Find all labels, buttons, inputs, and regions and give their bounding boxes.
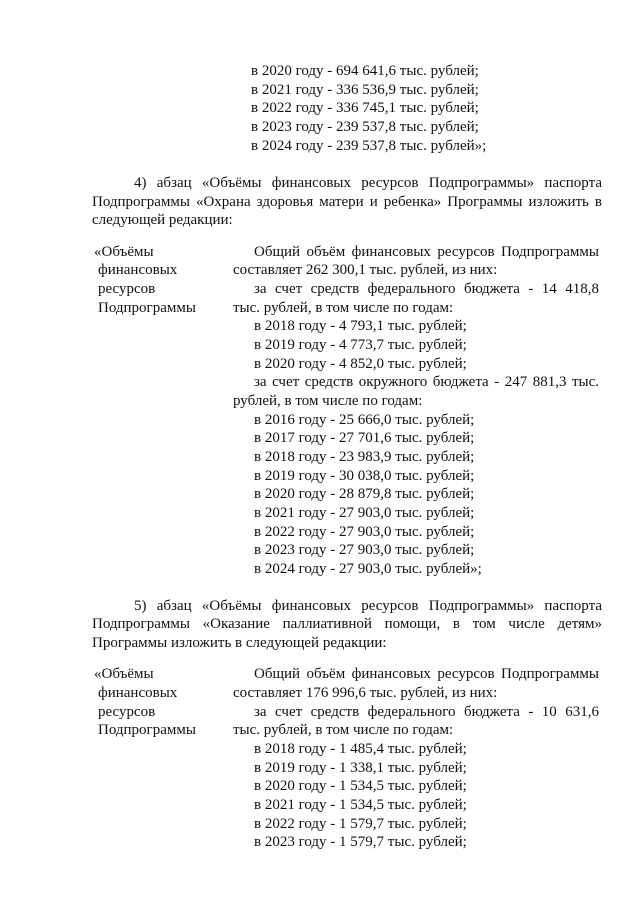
- list-item: в 2022 году - 1 579,7 тыс. рублей;: [254, 816, 467, 832]
- total-line: Общий объём финансовых ресурсов Подпрограммы: [254, 244, 599, 260]
- district-line: рублей, в том числе по годам:: [233, 393, 423, 409]
- list-item: в 2020 году - 1 534,5 тыс. рублей;: [254, 778, 467, 794]
- label-line: ресурсов: [98, 704, 156, 720]
- federal-line: за счет средств федерального бюджета - 10 631,6: [254, 704, 599, 720]
- federal-line: тыс. рублей, в том числе по годам:: [233, 300, 454, 316]
- total-line: Общий объём финансовых ресурсов Подпрограммы: [254, 666, 599, 682]
- total-line: составляет 176 996,6 тыс. рублей, из них:: [233, 685, 498, 701]
- list-item: в 2024 году - 27 903,0 тыс. рублей»;: [254, 561, 482, 577]
- district-line: за счет средств окружного бюджета - 247 881,3 тыс.: [254, 374, 599, 390]
- label-line: ресурсов: [98, 281, 156, 297]
- label-line: финансовых: [98, 685, 178, 701]
- federal-line: за счет средств федерального бюджета - 14 418,8: [254, 281, 599, 297]
- paragraph-line: Подпрограммы «Оказание паллиативной помощи, в том числе детям»: [92, 616, 602, 632]
- list-item: в 2023 году - 1 579,7 тыс. рублей;: [254, 834, 467, 850]
- paragraph-line: Программы изложить в следующей редакции:: [92, 635, 387, 651]
- list-item: в 2021 году - 336 536,9 тыс. рублей;: [251, 82, 479, 98]
- list-item: в 2020 году - 694 641,6 тыс. рублей;: [251, 63, 479, 79]
- list-item: в 2020 году - 4 852,0 тыс. рублей;: [254, 356, 467, 372]
- list-item: в 2023 году - 27 903,0 тыс. рублей;: [254, 542, 475, 558]
- list-item: в 2016 году - 25 666,0 тыс. рублей;: [254, 412, 475, 428]
- list-item: в 2022 году - 336 745,1 тыс. рублей;: [251, 100, 479, 116]
- list-item: в 2018 году - 23 983,9 тыс. рублей;: [254, 449, 475, 465]
- list-item: в 2024 году - 239 537,8 тыс. рублей»;: [251, 138, 487, 154]
- paragraph-line: 4) абзац «Объёмы финансовых ресурсов Подпрограммы» паспорта: [134, 175, 602, 191]
- label-line: «Объёмы: [94, 244, 154, 260]
- label-line: «Объёмы: [94, 666, 154, 682]
- label-line: финансовых: [98, 262, 178, 278]
- list-item: в 2022 году - 27 903,0 тыс. рублей;: [254, 524, 475, 540]
- list-item: в 2017 году - 27 701,6 тыс. рублей;: [254, 430, 475, 446]
- list-item: в 2019 году - 4 773,7 тыс. рублей;: [254, 337, 467, 353]
- list-item: в 2019 году - 1 338,1 тыс. рублей;: [254, 760, 467, 776]
- list-item: в 2021 году - 27 903,0 тыс. рублей;: [254, 505, 475, 521]
- paragraph-line: 5) абзац «Объёмы финансовых ресурсов Подпрограммы» паспорта: [134, 598, 602, 614]
- label-line: Подпрограммы: [98, 300, 196, 316]
- paragraph-line: Подпрограммы «Охрана здоровья матери и ребенка» Программы изложить в: [92, 194, 602, 210]
- list-item: в 2019 году - 30 038,0 тыс. рублей;: [254, 468, 475, 484]
- list-item: в 2021 году - 1 534,5 тыс. рублей;: [254, 797, 467, 813]
- list-item: в 2018 году - 1 485,4 тыс. рублей;: [254, 741, 467, 757]
- federal-line: тыс. рублей, в том числе по годам:: [233, 722, 454, 738]
- label-line: Подпрограммы: [98, 722, 196, 738]
- total-line: составляет 262 300,1 тыс. рублей, из них:: [233, 262, 498, 278]
- list-item: в 2023 году - 239 537,8 тыс. рублей;: [251, 119, 479, 135]
- list-item: в 2018 году - 4 793,1 тыс. рублей;: [254, 318, 467, 334]
- list-item: в 2020 году - 28 879,8 тыс. рублей;: [254, 486, 475, 502]
- paragraph-line: следующей редакции:: [92, 212, 233, 228]
